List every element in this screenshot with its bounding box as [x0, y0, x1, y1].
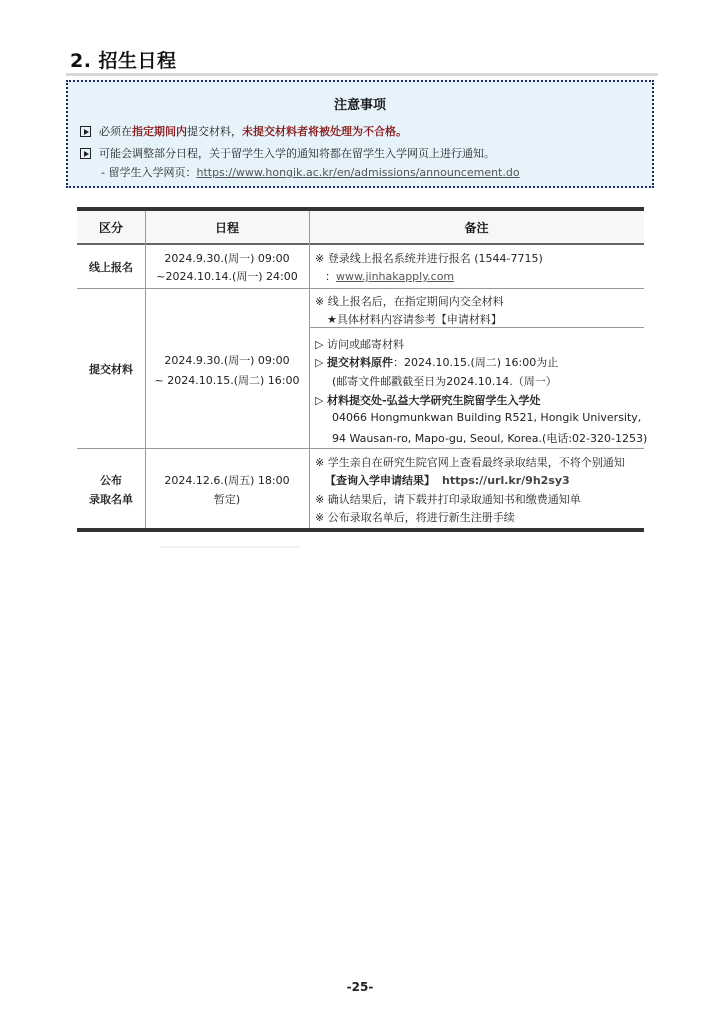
schedule-table — [77, 207, 648, 532]
row1-note-2-prefix: ： — [325, 270, 336, 283]
row2-note-b4 — [315, 392, 541, 408]
notice-line-2-text: 可能会调整部分日程，关于留学生入学的通知将都在留学生入学网页上进行通知。 — [99, 147, 495, 160]
row2-note-b3: (邮寄文件邮戳截至日为2024.10.14.（周一） — [332, 375, 557, 388]
header-schedule: 日程 — [214, 221, 239, 235]
row1-category: 线上报名 — [89, 261, 133, 274]
row3-category-1: 公布 — [100, 474, 122, 487]
row2-note-b4-bold: 材料提交处-弘益大学研究生院留学生入学处 — [326, 394, 541, 407]
row2-note-a1: ※ 线上报名后，在指定期间内交全材料 — [315, 295, 504, 308]
row3-note-3: ※ 确认结果后，请下载并打印录取通知书和缴费通知单 — [315, 493, 581, 506]
row1-note-1: ※ 登录线上报名系统并进行报名 (1544-7715) — [315, 252, 543, 265]
row1-date-2: ~2024.10.14.(周一) 24:00 — [156, 270, 298, 283]
row3-note-1: ※ 学生亲自在研究生院官网上查看最终录取结果，不将个别通知 — [315, 456, 625, 469]
notice-line-1-mid: 提交材料， — [187, 125, 242, 138]
notice-line-3 — [101, 164, 520, 180]
row3-note-2-bold: 【查询入学申请结果】 — [325, 474, 435, 487]
row2-note-b2-rest: ：2024.10.15.(周二) 16:00为止 — [392, 356, 559, 369]
play-box-icon — [80, 148, 91, 159]
notice-box — [66, 80, 654, 188]
row2-date-2: ~ 2024.10.15.(周二) 16:00 — [154, 374, 300, 387]
header-notes: 备注 — [464, 221, 489, 235]
row-divider-1 — [77, 288, 644, 289]
row2-category: 提交材料 — [89, 363, 133, 376]
row3-date-2: 暂定) — [213, 493, 241, 506]
notice-line-1-prefix: 必须在 — [99, 125, 132, 138]
row3-date-1: 2024.12.6.(周五) 18:00 — [164, 474, 290, 487]
subrow-divider — [309, 327, 644, 328]
notice-line-3-prefix: - 留学生入学网页： — [101, 166, 197, 179]
row1-date-1: 2024.9.30.(周一) 09:00 — [164, 252, 290, 265]
row2-note-b5: 04066 Hongmunkwan Building R521, Hongik University, — [332, 411, 642, 424]
table-bottom-rule — [77, 528, 644, 532]
jinhakapply-link[interactable]: www.jinhakapply.com — [336, 270, 455, 283]
row2-note-b6: 94 Wausan-ro, Mapo-gu, Seoul, Korea.(电话:02-320-1253) — [332, 432, 648, 445]
results-link[interactable]: https://url.kr/9h2sy3 — [442, 474, 570, 487]
table-top-rule — [77, 207, 644, 211]
row3-note-4: ※ 公布录取名单后，将进行新生注册手续 — [315, 511, 515, 524]
play-box-icon — [80, 126, 91, 137]
page-number: -25- — [346, 980, 374, 994]
admissions-link[interactable]: https://www.hongik.ac.kr/en/admissions/announcement.do — [196, 166, 520, 179]
heading-rule — [66, 73, 658, 76]
row3-category-2: 录取名单 — [89, 493, 133, 506]
header-category: 区分 — [98, 221, 123, 235]
notice-line-2 — [80, 145, 495, 161]
arrow-icon: ▷ — [315, 356, 324, 369]
notice-line-1-red1: 指定期间内 — [132, 125, 187, 138]
row2-note-b2-bold: 提交材料原件 — [326, 356, 393, 369]
row1-note-2 — [325, 268, 454, 284]
row2-note-b1: ▷ 访问或邮寄材料 — [315, 338, 404, 351]
section-heading: 2. 招生日程 — [70, 50, 177, 72]
row3-note-2 — [325, 472, 570, 488]
notice-line-1-red2: 未提交材料者将被处理为不合格。 — [242, 125, 407, 138]
row2-date-1: 2024.9.30.(周一) 09:00 — [164, 354, 290, 367]
arrow-icon: ▷ — [315, 394, 324, 407]
row-divider-2 — [77, 448, 644, 449]
faint-mark — [160, 546, 300, 548]
notice-title: 注意事项 — [333, 98, 386, 113]
header-bottom-rule — [77, 243, 644, 245]
row2-note-b2 — [315, 354, 558, 370]
notice-line-1 — [80, 123, 407, 139]
row2-note-a2: ★具体材料内容请参考【申请材料】 — [327, 313, 502, 326]
col-divider-2 — [309, 211, 310, 528]
